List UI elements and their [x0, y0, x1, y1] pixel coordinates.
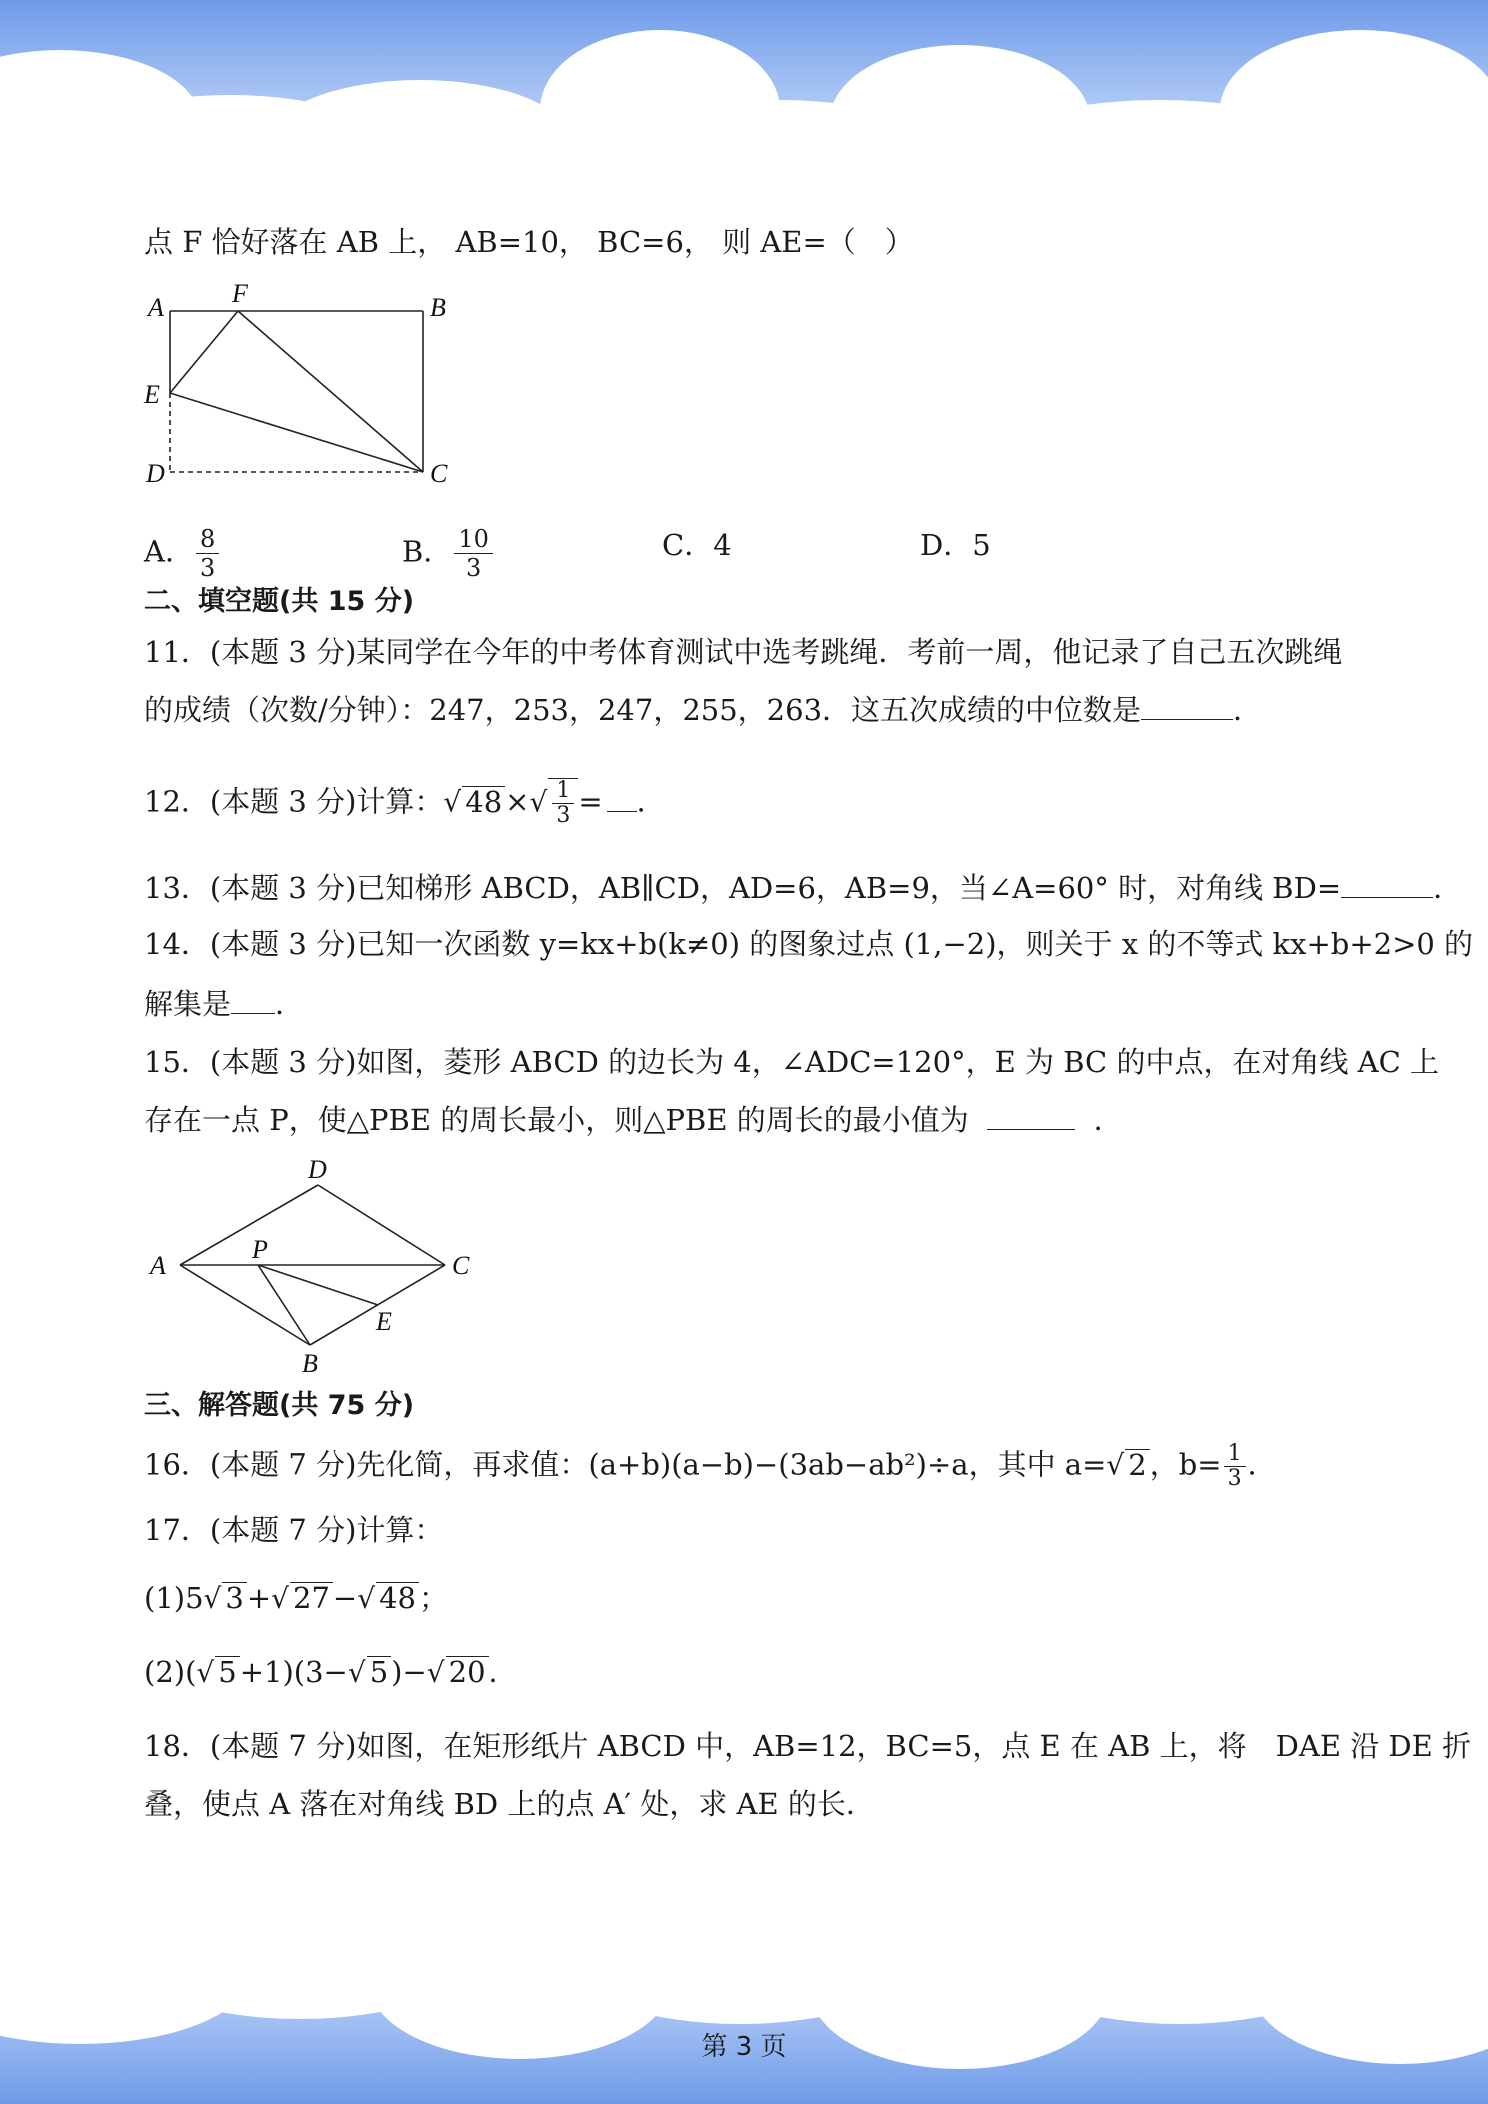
q15-rhombus-figure	[140, 1150, 490, 1380]
q12-line: 12．(本题 3 分)计算：√ 48 ×√ $\frac{1}{3}$ = ．	[144, 778, 666, 828]
section3-heading: 三、解答题(共 75 分)	[144, 1390, 415, 1421]
label-P: P	[252, 1235, 268, 1264]
q10-option-b: B． $\frac{10}{3}$	[402, 525, 495, 582]
q14-line1: 14．(本题 3 分)已知一次函数 y=kx+b(k≠0) 的图象过点 (1,−2)，则关于 x 的不等式 kx+b+2>0 的	[144, 927, 1474, 961]
q14-line2: 解集是 ．	[144, 987, 305, 1021]
section2-heading: 二、填空题(共 15 分)	[144, 586, 415, 617]
top-cloud-banner	[0, 0, 1488, 160]
label-D: D	[146, 459, 165, 488]
q15-line1: 15．(本题 3 分)如图，菱形 ABCD 的边长为 4，∠ADC=120°，E 为 BC 的中点，在对角线 AC 上	[144, 1045, 1440, 1079]
label-C: C	[430, 459, 448, 488]
label-C: C	[452, 1251, 470, 1280]
label-B: B	[430, 293, 446, 322]
bottom-cloud-banner	[0, 1944, 1488, 2104]
label-E: E	[144, 380, 160, 409]
q10-option-c: C．4	[662, 528, 732, 562]
q10-rectangle-figure	[140, 280, 470, 495]
q17-part1: (1)5√ 3 +√ 27 −√ 48 ；	[144, 1581, 448, 1615]
q18-line1: 18．(本题 7 分)如图，在矩形纸片 ABCD 中，AB=12，BC=5，点 E 在 AB 上，将 DAE 沿 DE 折	[144, 1729, 1472, 1763]
q16-line: 16．(本题 7 分)先化简，再求值：(a+b)(a−b)−(3ab−ab²)÷a，其中 a=√ 2 ，b= $\frac{1}{3}$ ．	[144, 1441, 1277, 1491]
q11-line2: 的成绩（次数/分钟）：247，253，247，255，263．这五次成绩的中位数是 ．	[144, 693, 1263, 727]
q15-line2: 存在一点 P，使△PBE 的周长最小，则△PBE 的周长的最小值为 ．	[144, 1103, 1123, 1137]
label-E: E	[376, 1307, 392, 1336]
label-F: F	[232, 280, 248, 308]
page-number: 第 3 页	[701, 2032, 787, 2062]
label-D: D	[308, 1155, 327, 1184]
q17-prefix: 17．(本题 7 分)计算：	[144, 1513, 444, 1547]
q18-line2: 叠，使点 A 落在对角线 BD 上的点 A′ 处，求 AE 的长．	[144, 1787, 875, 1821]
label-A: A	[148, 293, 164, 322]
q10-option-a: A． $\frac{8}{3}$	[144, 525, 221, 582]
q11-line1: 11．(本题 3 分)某同学在今年的中考体育测试中选考跳绳．考前一周，他记录了自己五次跳绳	[144, 635, 1343, 669]
q13-line: 13．(本题 3 分)已知梯形 ABCD，AB∥CD，AD=6，AB=9，当∠A=60° 时，对角线 BD= ．	[144, 871, 1463, 905]
label-B: B	[302, 1349, 318, 1378]
label-A: A	[150, 1251, 166, 1280]
q17-part2: (2)(√ 5 +1)(3−√ 5 )−√ 20 ．	[144, 1655, 518, 1689]
q10-option-d: D．5	[920, 528, 991, 562]
q10-stem-tail: 点 F 恰好落在 AB 上， AB=10， BC=6， 则 AE=（ ）	[144, 225, 914, 259]
